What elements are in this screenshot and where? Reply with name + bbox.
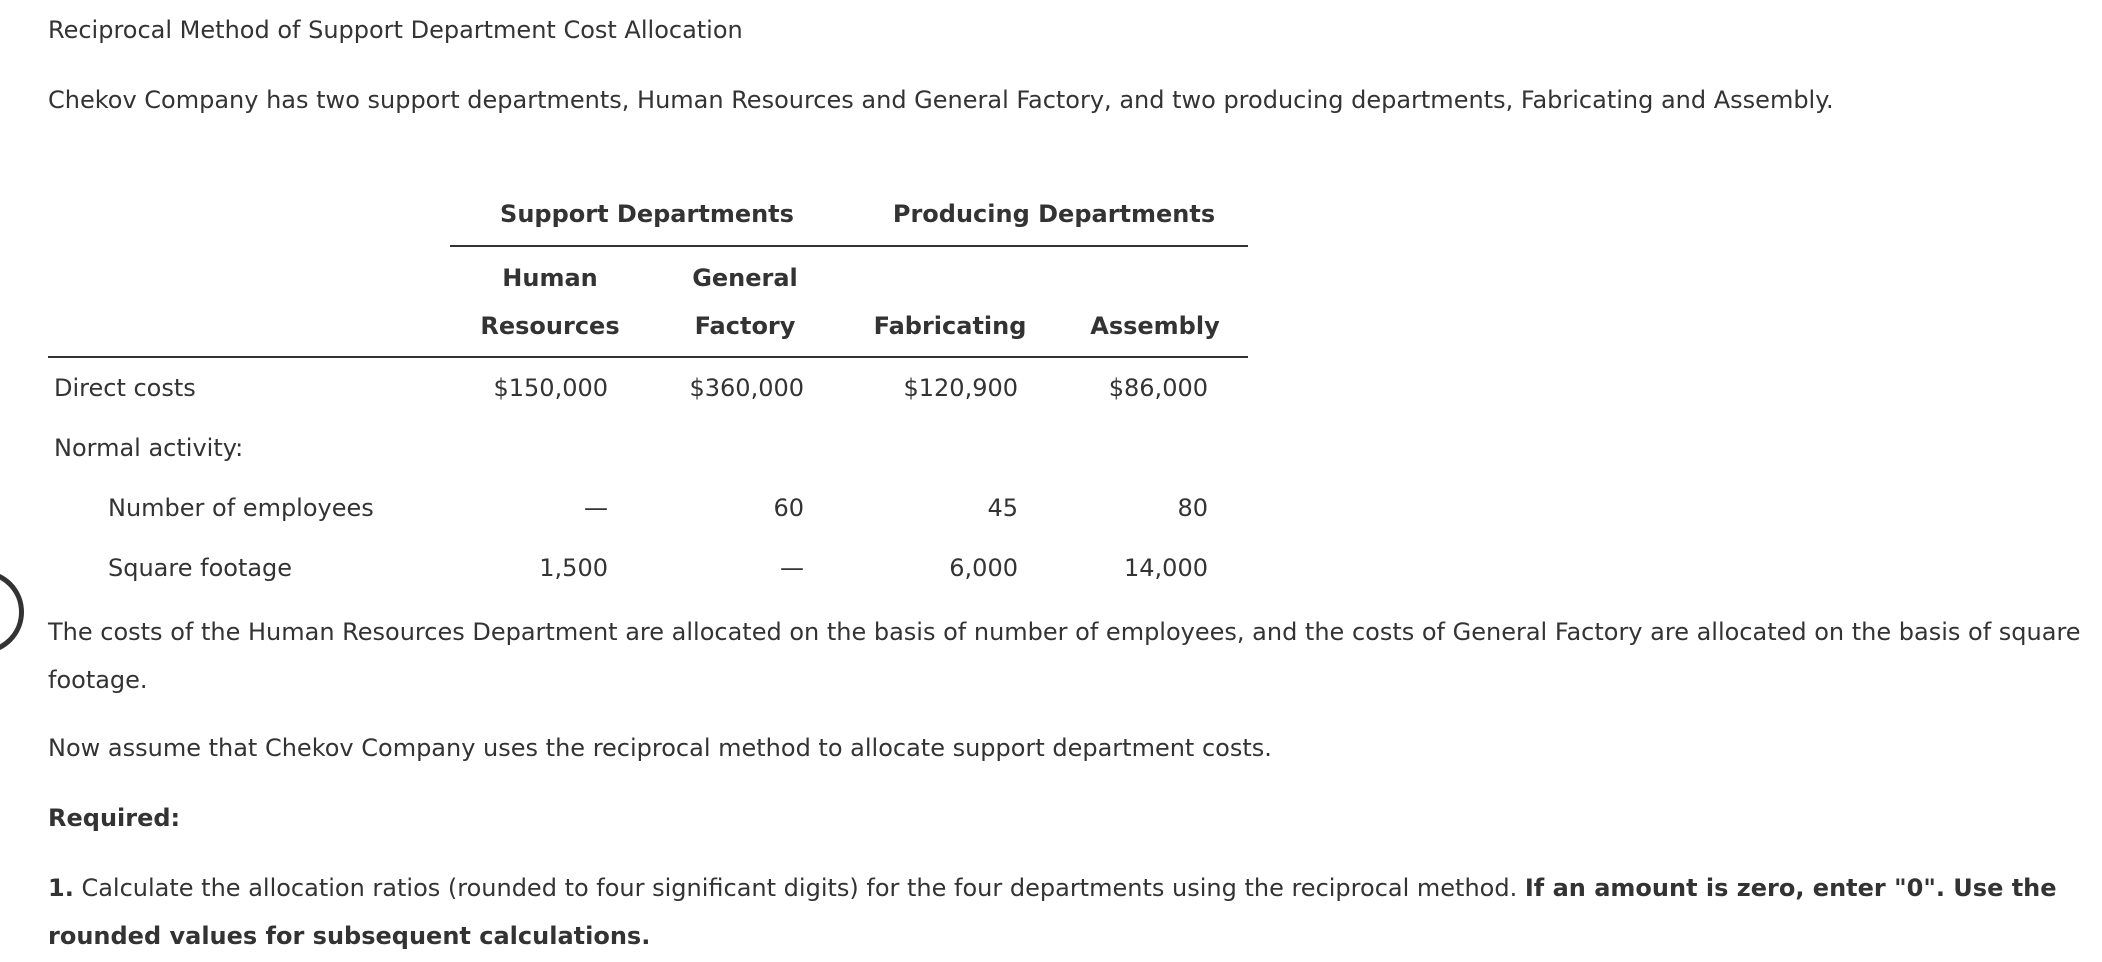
row-label-direct-costs: Direct costs xyxy=(54,374,196,402)
intro-text: Chekov Company has two support departments, Human Resources and General Factory, and two producing departments, Fabricating and Assembly. xyxy=(48,86,1834,114)
question-number: 1. xyxy=(48,874,74,902)
header-support-departments: Support Departments xyxy=(500,200,794,228)
row-label-square-footage: Square footage xyxy=(108,554,293,582)
col-header-hr-line1: Human xyxy=(502,264,598,292)
scroll-indicator-circle xyxy=(0,570,24,654)
cell-sqft-fab: 6,000 xyxy=(949,554,1018,582)
cell-direct-asm: $86,000 xyxy=(1108,374,1208,402)
question-instruction: If an amount is zero, enter "0". Use the rounded values for subsequent calculations. xyxy=(48,874,2057,950)
cell-employees-asm: 80 xyxy=(1177,494,1208,522)
col-header-assembly: Assembly xyxy=(1090,312,1220,340)
assumption-text: Now assume that Chekov Company uses the reciprocal method to allocate support department costs. xyxy=(48,734,1272,762)
cell-employees-fab: 45 xyxy=(987,494,1018,522)
cell-direct-fab: $120,900 xyxy=(903,374,1018,402)
row-label-normal-activity: Normal activity: xyxy=(54,434,244,462)
allocation-basis-text: The costs of the Human Resources Department are allocated on the basis of number of employees, and the costs of General Factory are allocated on the basis of square footage. xyxy=(48,618,2081,694)
required-label: Required: xyxy=(48,804,181,832)
cell-sqft-asm: 14,000 xyxy=(1124,554,1208,582)
col-header-hr-line2: Resources xyxy=(480,312,620,340)
page-title: Reciprocal Method of Support Department Cost Allocation xyxy=(48,16,743,44)
header-producing-departments: Producing Departments xyxy=(892,200,1216,228)
question-1 xyxy=(48,864,2088,960)
table-rule xyxy=(48,356,1248,358)
question-text: Calculate the allocation ratios (rounded to four significant digits) for the four departments using the reciprocal method. xyxy=(73,874,1525,902)
cell-direct-hr: $150,000 xyxy=(493,374,608,402)
col-header-gf-line1: General xyxy=(692,264,798,292)
cell-employees-hr: — xyxy=(584,494,608,522)
cell-sqft-gf: — xyxy=(780,554,804,582)
col-header-fabricating: Fabricating xyxy=(873,312,1027,340)
row-label-employees: Number of employees xyxy=(108,494,374,522)
cell-direct-gf: $360,000 xyxy=(689,374,804,402)
col-header-gf-line2: Factory xyxy=(694,312,796,340)
cell-sqft-hr: 1,500 xyxy=(539,554,608,582)
header-rule xyxy=(450,245,1248,247)
cell-employees-gf: 60 xyxy=(773,494,804,522)
